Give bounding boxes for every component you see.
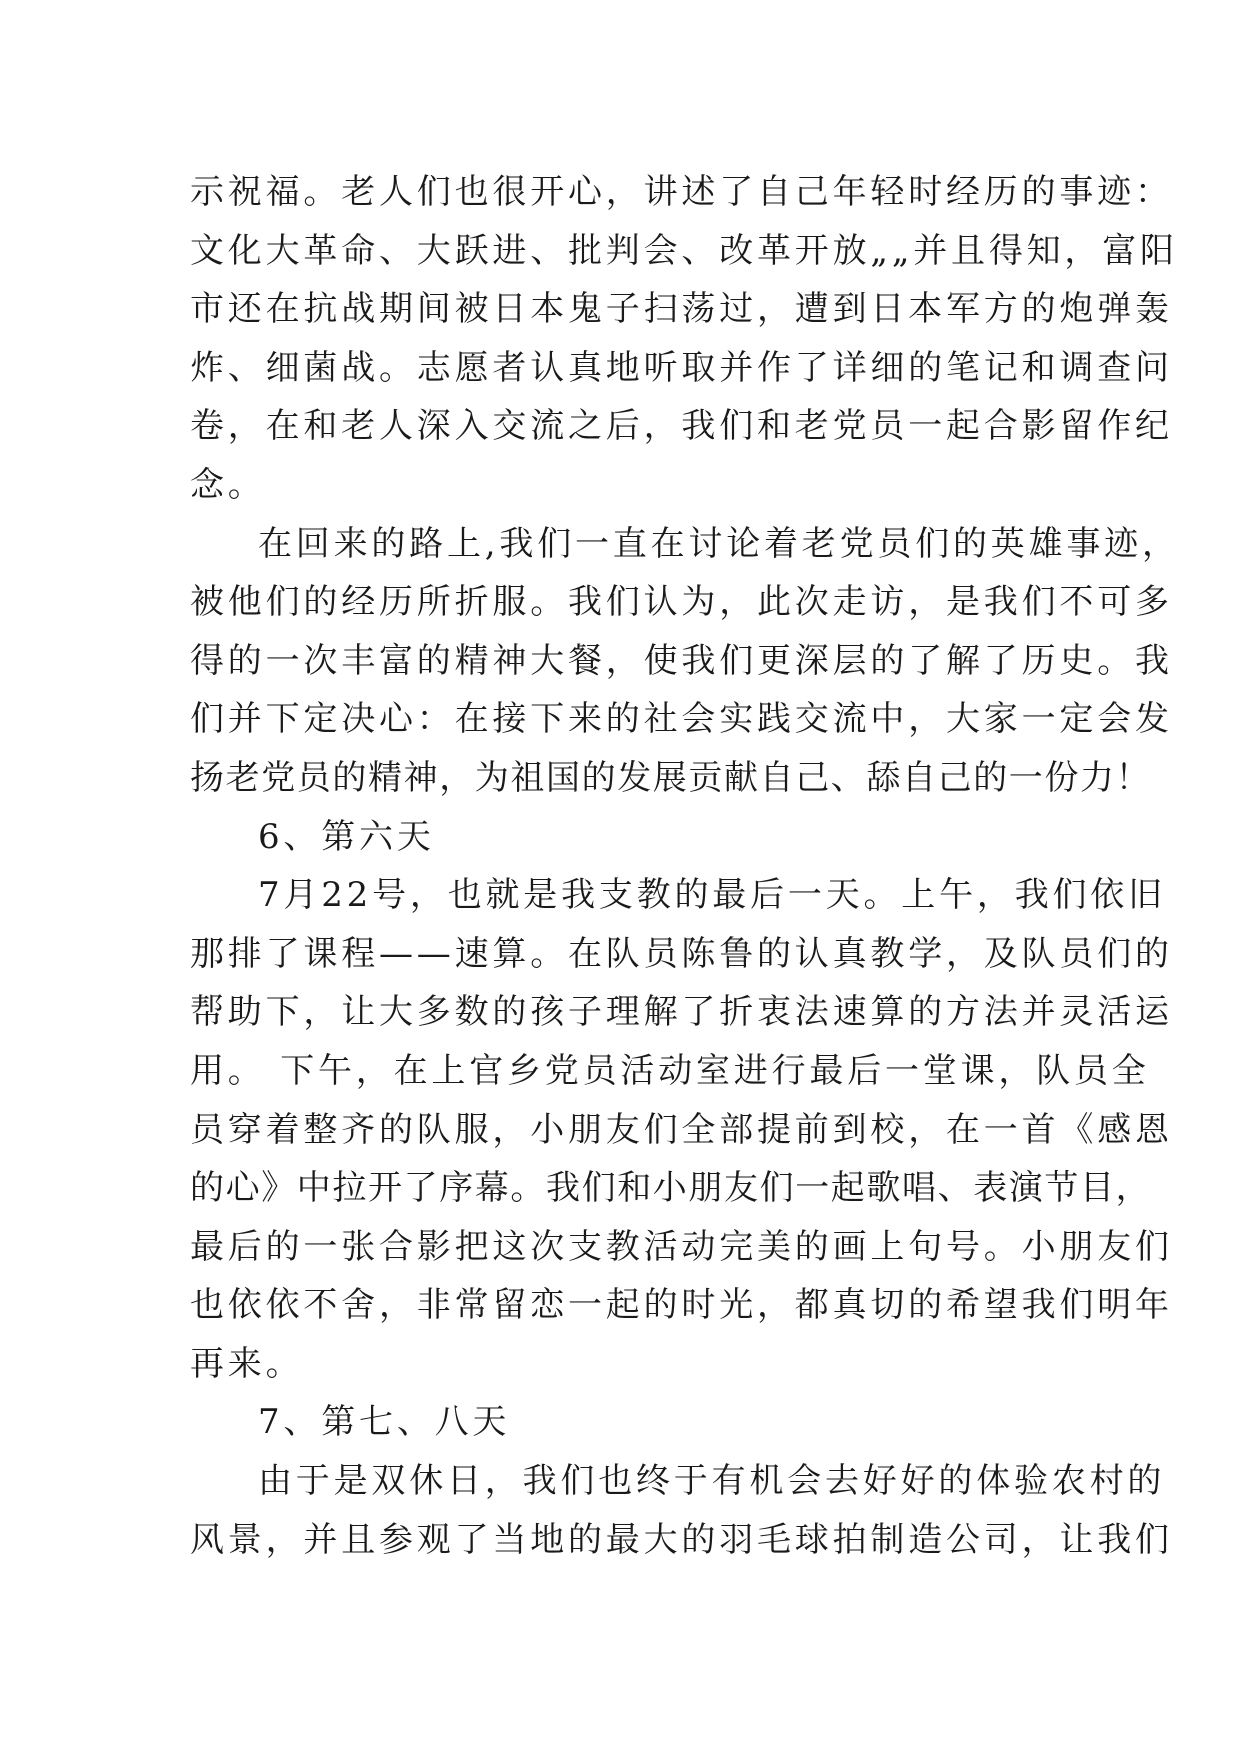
text-line: 市还在抗战期间被日本鬼子扫荡过，遭到日本军方的炮弹轰: [190, 289, 1173, 330]
paragraph-first-line: 在回来的路上,我们一直在讨论着老党员们的英雄事迹，: [258, 523, 1180, 564]
text-line: 念。: [190, 464, 266, 505]
text-line: 风景，并且参观了当地的最大的羽毛球拍制造公司，让我们: [190, 1519, 1173, 1560]
text-line: 示祝福。老人们也很开心，讲述了自己年轻时经历的事迹：: [190, 172, 1173, 212]
text-line: 得的一次丰富的精神大餐，使我们更深层的了解了历史。我: [190, 640, 1173, 681]
text-line: 最后的一张合影把这次支教活动完美的画上句号。小朋友们: [190, 1226, 1173, 1267]
text-line: 文化大革命、大跃进、批判会、改革开放„„并且得知，富阳: [190, 230, 1178, 271]
document-page: [190, 163, 1180, 1569]
paragraph-first-line: 7月22号，也就是我支教的最后一天。上午，我们依旧: [258, 875, 1166, 916]
text-line: 被他们的经历所折服。我们认为，此次走访，是我们不可多: [190, 582, 1173, 623]
section-heading: 7、第七、八天: [258, 1402, 511, 1443]
text-line: 用。 下午，在上官乡党员活动室进行最后一堂课，队员全: [190, 1050, 1150, 1091]
text-line: 帮助下，让大多数的孩子理解了折衷法速算的方法并灵活运: [190, 992, 1173, 1033]
text-line: 再来。: [190, 1343, 304, 1384]
text-line: 们并下定决心：在接下来的社会实践交流中，大家一定会发: [190, 699, 1173, 740]
paragraph-first-line: 由于是双休日，我们也终于有机会去好好的体验农村的: [258, 1461, 1166, 1502]
text-line: 炸、细菌战。志愿者认真地听取并作了详细的笔记和调查问: [190, 347, 1173, 388]
text-line: 卷，在和老人深入交流之后，我们和老党员一起合影留作纪: [190, 406, 1173, 447]
text-line: 那排了课程——速算。在队员陈鲁的认真教学，及队员们的: [190, 933, 1173, 974]
text-line: 也依依不舍，非常留恋一起的时光，都真切的希望我们明年: [190, 1285, 1173, 1326]
text-line: 的心》中拉开了序幕。我们和小朋友们一起歌唱、表演节目，: [190, 1168, 1152, 1209]
section-heading: 6、第六天: [258, 816, 435, 857]
text-line: 扬老党员的精神，为祖国的发展贡献自己、舔自己的一份力！: [190, 757, 1152, 798]
text-line: 员穿着整齐的队服，小朋友们全部提前到校，在一首《感恩: [190, 1109, 1173, 1150]
